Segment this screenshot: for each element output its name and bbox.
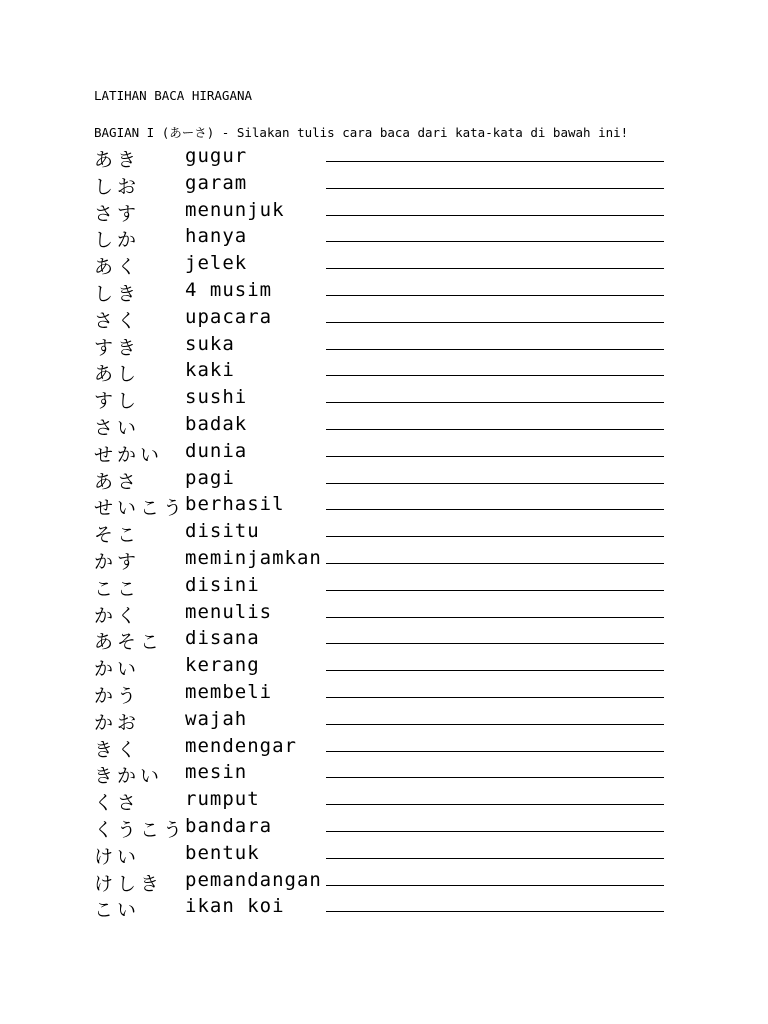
word-meaning: garam: [185, 171, 248, 194]
word-meaning: hanya: [185, 225, 248, 248]
word-row: [94, 384, 666, 411]
word-meaning: bentuk: [185, 841, 260, 864]
word-meaning: disitu: [185, 520, 260, 543]
answer-blank-line: [326, 858, 664, 859]
hiragana-word: きかい: [94, 765, 164, 788]
word-meaning: 4 musim: [185, 278, 273, 301]
word-row: [94, 893, 666, 920]
word-row: [94, 277, 666, 304]
word-row: [94, 411, 666, 438]
word-row: [94, 572, 666, 599]
hiragana-word: しお: [94, 175, 141, 198]
word-meaning: pemandangan: [185, 868, 322, 891]
answer-blank-line: [326, 777, 664, 778]
word-meaning: membeli: [185, 680, 273, 703]
word-meaning: jelek: [185, 252, 248, 275]
word-row: [94, 331, 666, 358]
answer-blank-line: [326, 483, 664, 484]
word-row: [94, 840, 666, 867]
word-meaning: bandara: [185, 814, 273, 837]
word-row: [94, 867, 666, 894]
answer-blank-line: [326, 563, 664, 564]
word-meaning: menulis: [185, 600, 273, 623]
hiragana-word: かく: [94, 604, 141, 627]
word-row: [94, 599, 666, 626]
hiragana-word: そこ: [94, 524, 141, 547]
page-title: LATIHAN BACA HIRAGANA: [94, 88, 253, 103]
word-meaning: suka: [185, 332, 235, 355]
word-meaning: pagi: [185, 466, 235, 489]
word-row: [94, 518, 666, 545]
word-meaning: ikan koi: [185, 895, 285, 918]
answer-blank-line: [326, 241, 664, 242]
answer-blank-line: [326, 804, 664, 805]
answer-blank-line: [326, 375, 664, 376]
word-meaning: sushi: [185, 386, 248, 409]
word-row: [94, 170, 666, 197]
answer-blank-line: [326, 161, 664, 162]
answer-blank-line: [326, 188, 664, 189]
answer-blank-line: [326, 215, 664, 216]
hiragana-word: せかい: [94, 443, 164, 466]
word-row: [94, 786, 666, 813]
answer-blank-line: [326, 643, 664, 644]
word-meaning: kerang: [185, 654, 260, 677]
answer-blank-line: [326, 456, 664, 457]
word-row: [94, 545, 666, 572]
hiragana-word: かお: [94, 711, 141, 734]
hiragana-word: せいこう: [94, 497, 187, 520]
hiragana-word: こい: [94, 899, 141, 922]
answer-blank-line: [326, 617, 664, 618]
word-row: [94, 223, 666, 250]
hiragana-word: けしき: [94, 872, 164, 895]
answer-blank-line: [326, 911, 664, 912]
word-row: [94, 625, 666, 652]
answer-blank-line: [326, 509, 664, 510]
hiragana-word: あき: [94, 149, 141, 171]
word-meaning: mesin: [185, 761, 248, 784]
word-meaning: gugur: [185, 145, 248, 167]
word-meaning: upacara: [185, 305, 273, 328]
hiragana-word: きく: [94, 738, 141, 761]
word-row: [94, 706, 666, 733]
answer-blank-line: [326, 322, 664, 323]
hiragana-word: あさ: [94, 470, 141, 493]
hiragana-word: あし: [94, 363, 141, 386]
word-row: [94, 304, 666, 331]
hiragana-word: しか: [94, 229, 141, 252]
answer-blank-line: [326, 402, 664, 403]
answer-blank-line: [326, 724, 664, 725]
answer-blank-line: [326, 831, 664, 832]
hiragana-word: あそこ: [94, 631, 164, 654]
word-meaning: badak: [185, 412, 248, 435]
hiragana-word: かい: [94, 658, 141, 681]
hiragana-word: あく: [94, 256, 141, 279]
word-row: [94, 438, 666, 465]
word-row: [94, 733, 666, 760]
hiragana-word: さす: [94, 202, 141, 225]
answer-blank-line: [326, 751, 664, 752]
word-row: [94, 679, 666, 706]
word-meaning: kaki: [185, 359, 235, 382]
answer-blank-line: [326, 268, 664, 269]
answer-blank-line: [326, 590, 664, 591]
word-row: [94, 143, 666, 170]
hiragana-word: さい: [94, 416, 141, 439]
answer-blank-line: [326, 697, 664, 698]
word-row: [94, 759, 666, 786]
hiragana-word: すき: [94, 336, 141, 359]
answer-blank-line: [326, 536, 664, 537]
word-meaning: rumput: [185, 788, 260, 811]
hiragana-word: ここ: [94, 577, 141, 600]
word-meaning: dunia: [185, 439, 248, 462]
hiragana-word: くうこう: [94, 818, 187, 841]
word-meaning: meminjamkan: [185, 546, 322, 569]
answer-blank-line: [326, 349, 664, 350]
word-list: [94, 143, 666, 920]
hiragana-word: かう: [94, 684, 141, 707]
answer-blank-line: [326, 295, 664, 296]
hiragana-word: くさ: [94, 792, 141, 815]
word-row: [94, 197, 666, 224]
word-meaning: menunjuk: [185, 198, 285, 221]
hiragana-word: すし: [94, 390, 141, 413]
word-row: [94, 465, 666, 492]
answer-blank-line: [326, 429, 664, 430]
answer-blank-line: [326, 885, 664, 886]
hiragana-word: けい: [94, 845, 141, 868]
hiragana-word: さく: [94, 309, 141, 332]
word-meaning: disana: [185, 627, 260, 650]
hiragana-word: しき: [94, 282, 141, 305]
word-row: [94, 652, 666, 679]
word-meaning: wajah: [185, 707, 248, 730]
word-row: [94, 491, 666, 518]
word-row: [94, 250, 666, 277]
word-row: [94, 357, 666, 384]
answer-blank-line: [326, 670, 664, 671]
word-meaning: berhasil: [185, 493, 285, 516]
word-row: [94, 813, 666, 840]
instructions-text: BAGIAN I (あーさ) - Silakan tulis cara baca dari kata-kata di bawah ini!: [94, 125, 629, 140]
hiragana-word: かす: [94, 550, 141, 573]
word-meaning: disini: [185, 573, 260, 596]
word-meaning: mendengar: [185, 734, 297, 757]
